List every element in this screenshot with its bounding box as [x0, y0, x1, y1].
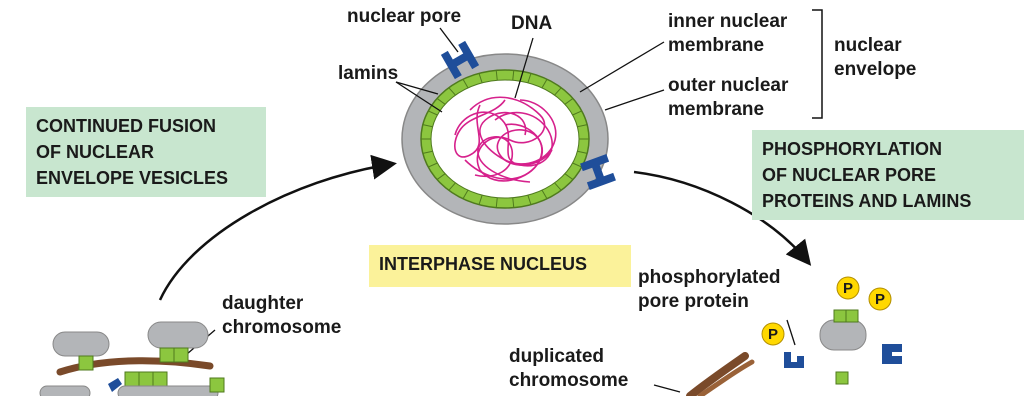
label-duplicated-chromosome: duplicated chromosome	[509, 346, 629, 391]
phosphate-label: P	[767, 326, 779, 343]
reforming-envelope	[40, 322, 224, 396]
lamina-block	[836, 372, 848, 384]
label-nuclear-pore: nuclear pore	[347, 6, 462, 27]
label-dna: DNA	[511, 13, 553, 34]
box-continued-fusion: CONTINUED FUSION OF NUCLEAR ENVELOPE VESICLES	[26, 107, 266, 197]
envelope-bracket	[812, 10, 822, 118]
lamina-block	[139, 372, 153, 386]
lamina-block	[210, 378, 224, 392]
box-phosphorylation: PHOSPHORYLATION OF NUCLEAR PORE PROTEINS AND LAMINS	[752, 130, 1024, 220]
lamina-block	[834, 310, 846, 322]
envelope-vesicle-fragment	[820, 320, 866, 350]
envelope-vesicle	[40, 386, 90, 396]
envelope-vesicle	[148, 322, 208, 348]
label-daughter-chromosome: daughter chromosome	[222, 293, 342, 338]
lamina-block	[125, 372, 139, 386]
envelope-vesicle	[118, 386, 218, 396]
label-outer-nuclear-membrane: outer nuclear membrane	[668, 75, 789, 120]
lamina-block	[153, 372, 167, 386]
interphase-nucleus	[402, 41, 616, 224]
label-inner-nuclear-membrane: inner nuclear membrane	[668, 11, 788, 56]
duplicated-chromosome	[690, 356, 745, 396]
label-phosphorylated-pore-protein: phosphorylated pore protein	[638, 267, 781, 312]
lamina-block	[160, 348, 174, 362]
envelope-vesicle	[53, 332, 109, 356]
phosphorylated-pore-right	[882, 344, 902, 364]
lamina-block	[79, 356, 93, 370]
phosphate-label: P	[842, 280, 854, 297]
lamina-block	[846, 310, 858, 322]
label-lamins: lamins	[338, 63, 399, 84]
box-interphase-nucleus: INTERPHASE NUCLEUS	[369, 245, 631, 287]
phosphate-label: P	[874, 291, 886, 308]
phosphorylated-pore-left	[784, 352, 804, 368]
lamina-block	[174, 348, 188, 362]
label-nuclear-envelope: nuclear envelope	[834, 35, 917, 80]
